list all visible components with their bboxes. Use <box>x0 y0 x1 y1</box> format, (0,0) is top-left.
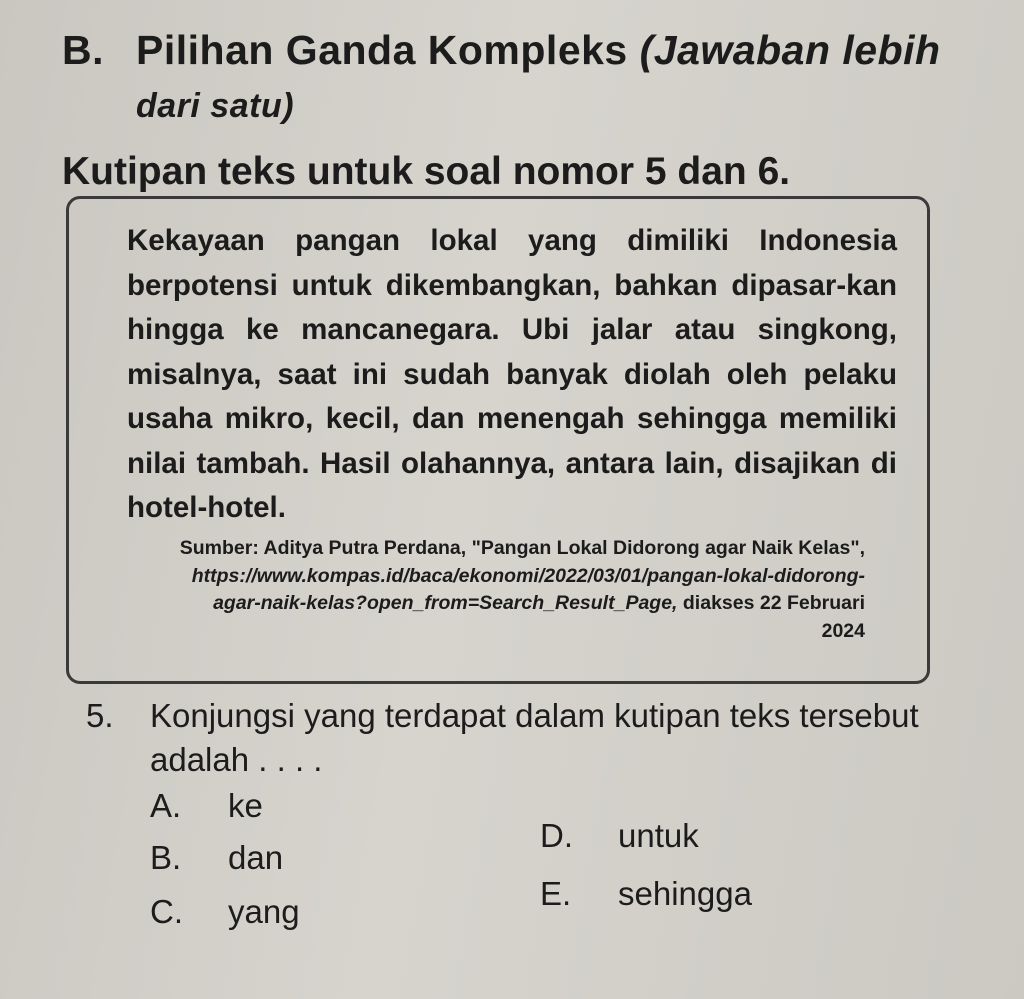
option-text: dan <box>228 839 284 876</box>
option-a[interactable] <box>150 784 263 828</box>
excerpt-box <box>66 196 930 684</box>
option-c[interactable] <box>150 890 300 934</box>
option-e[interactable] <box>540 872 752 916</box>
option-text: untuk <box>618 817 699 854</box>
option-letter: A. <box>150 787 182 824</box>
excerpt-passage: Kekayaan pangan lokal yang dimiliki Indonesia berpotensi untuk dikembangkan, bahkan dipasar-kan hingga ke mancanegara. Ubi jalar atau singkong, misalnya, saat ini sudah banyak diolah oleh pelaku usaha mikro, kecil, dan menengah sehingga memiliki nilai tambah. Hasil olahannya, antara lain, disajikan di hotel-hotel. <box>127 224 897 524</box>
question-number: 5. <box>86 697 114 734</box>
question-5 <box>86 694 966 782</box>
option-letter: C. <box>150 893 183 930</box>
section-label: B. <box>62 27 104 73</box>
excerpt-title: Kutipan teks untuk soal nomor 5 dan 6. <box>62 150 791 193</box>
section-title: Pilihan Ganda Kompleks <box>136 27 628 73</box>
option-text: sehingga <box>618 875 752 912</box>
option-letter: D. <box>540 817 573 854</box>
source-url: https://www.kompas.id/baca/ekonomi/2022/03/01/pangan-lokal-didorong-agar-naik-kelas?open_from=Search_Result_Page, <box>191 564 865 614</box>
option-d[interactable] <box>540 814 699 858</box>
option-b[interactable] <box>150 836 283 880</box>
section-title-paren: (Jawaban lebih <box>639 27 941 73</box>
source-accessed: diakses 22 Februari 2024 <box>682 592 865 642</box>
section-heading <box>62 22 962 134</box>
section-title-paren-line2: dari satu) <box>136 87 295 125</box>
option-text: ke <box>228 787 263 824</box>
question-text: Konjungsi yang terdapat dalam kutipan teks tersebut adalah . . . . <box>150 697 919 778</box>
option-text: yang <box>228 893 300 930</box>
option-letter: E. <box>540 875 572 912</box>
source-prefix: Sumber: Aditya Putra Perdana, "Pangan Lokal Didorong agar Naik Kelas", <box>179 537 865 559</box>
option-letter: B. <box>150 839 182 876</box>
excerpt-source <box>165 535 865 645</box>
